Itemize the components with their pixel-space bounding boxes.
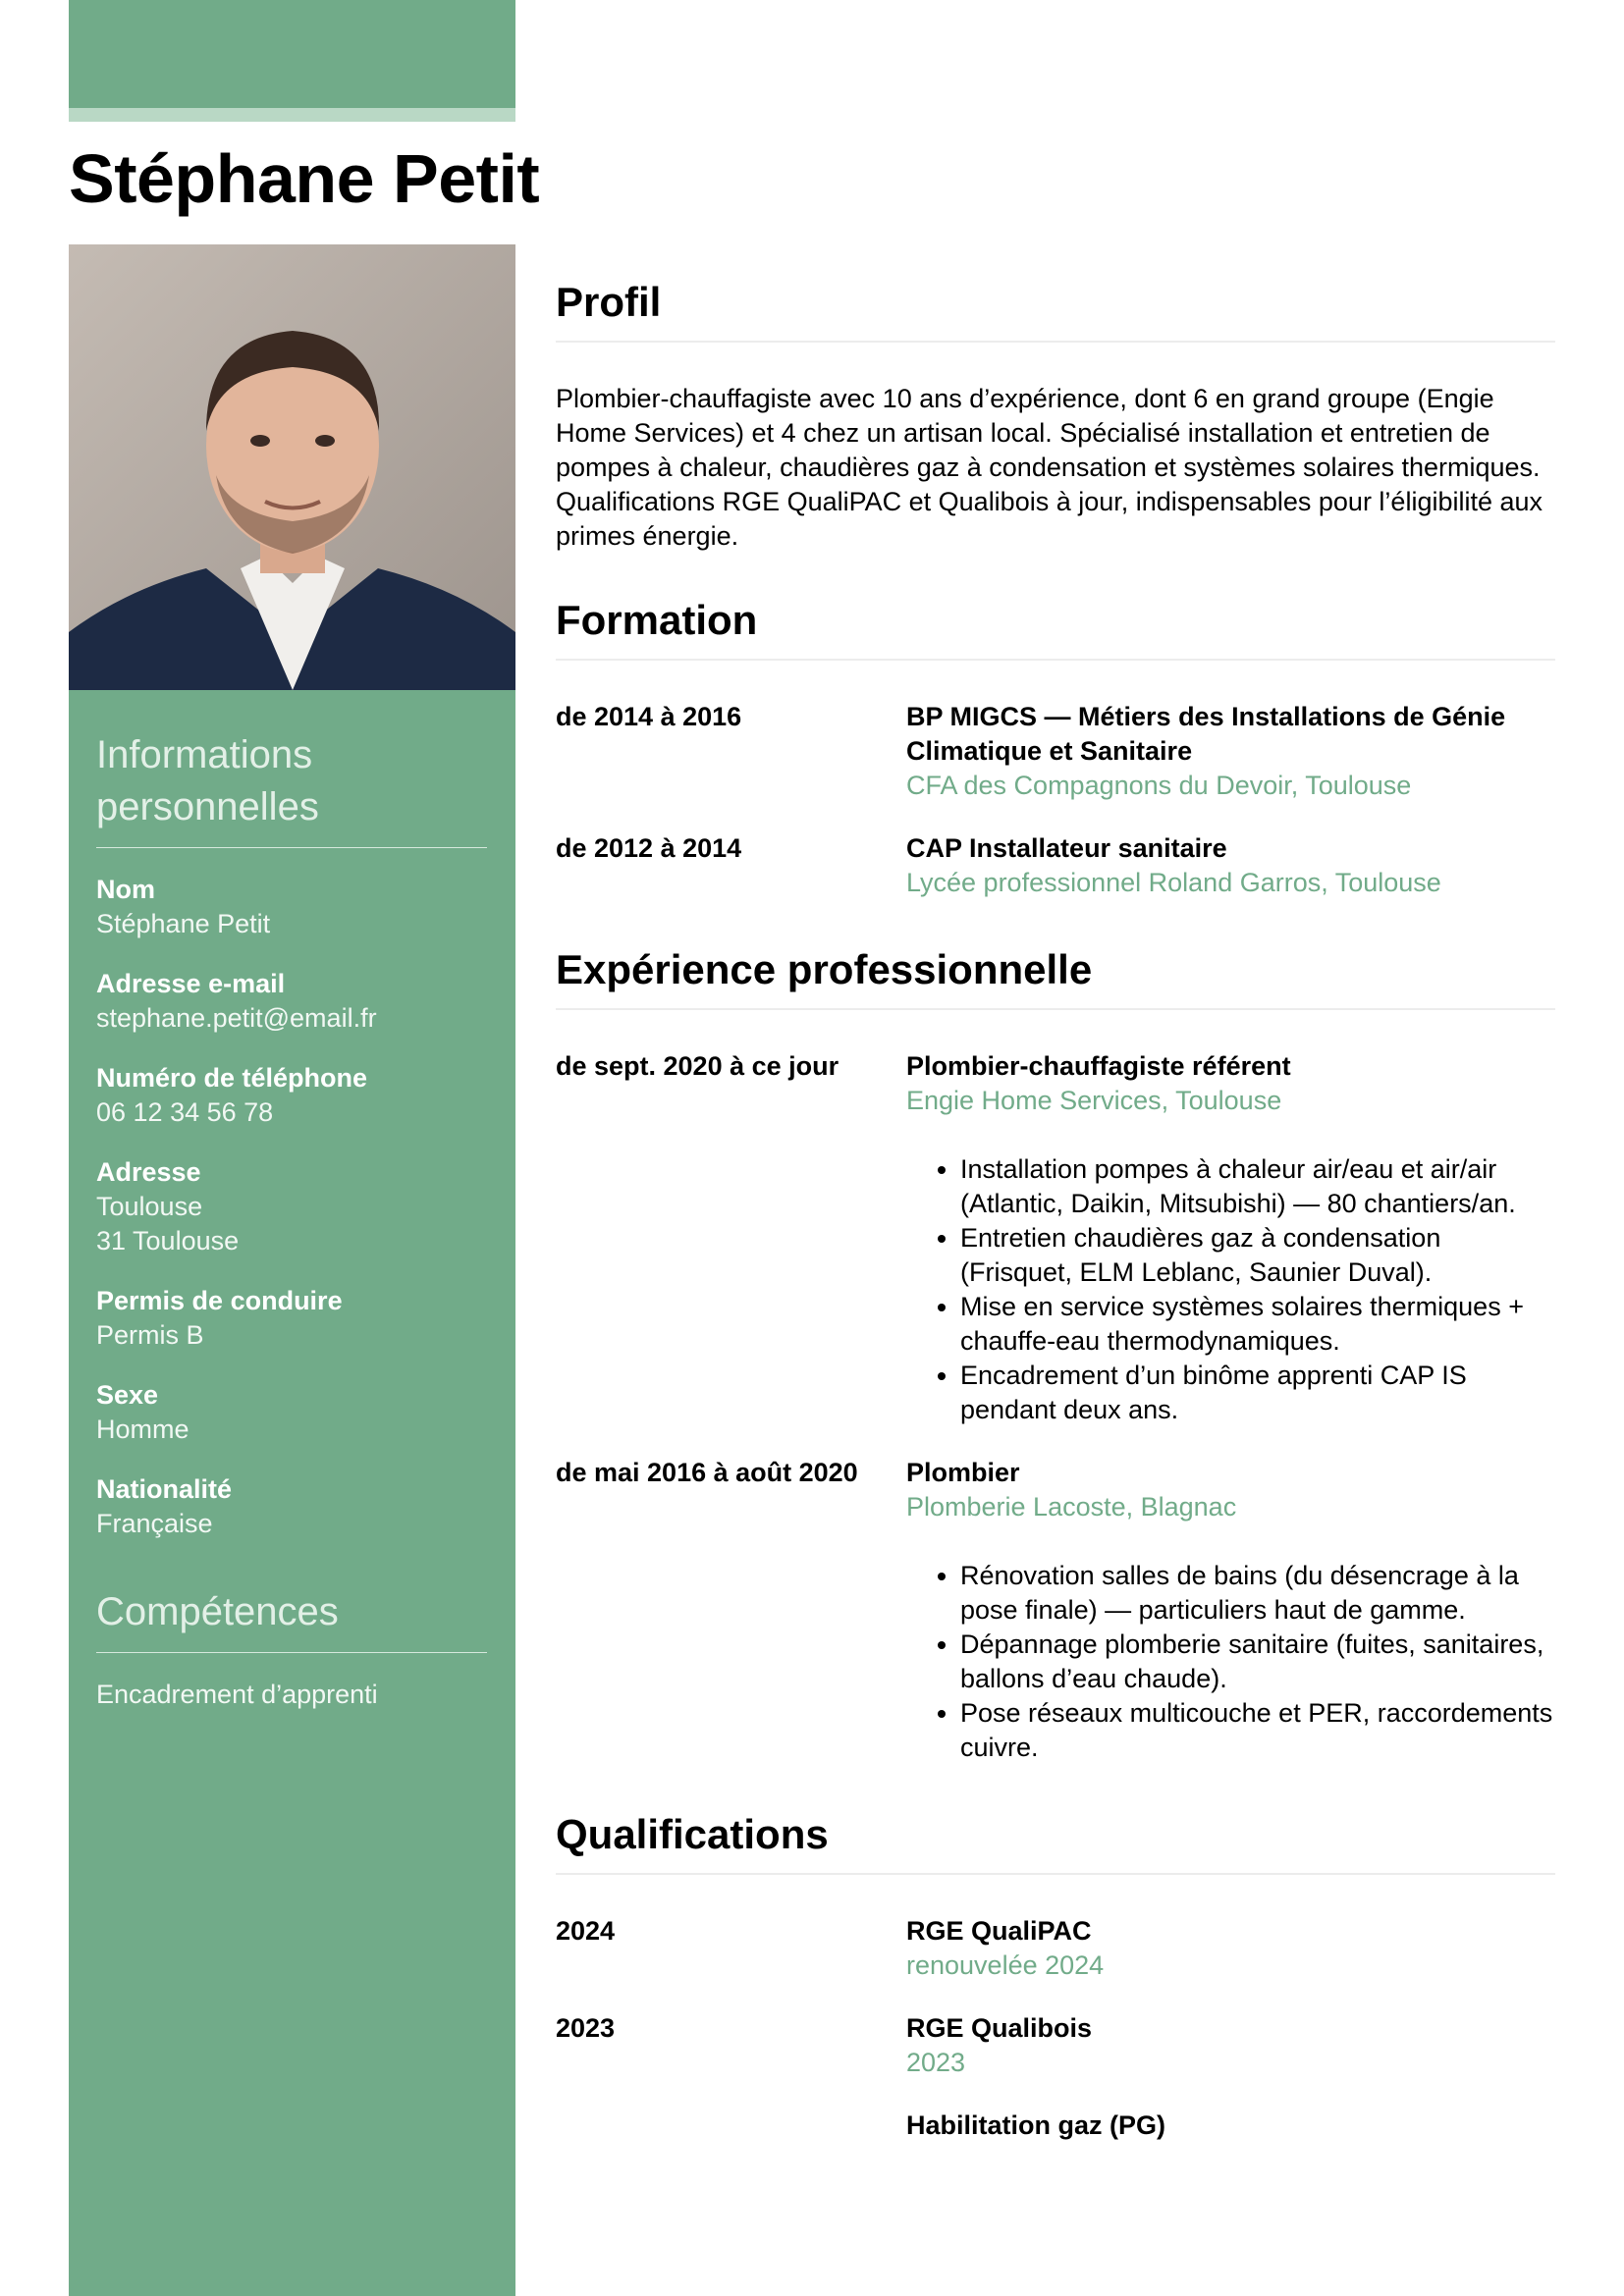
info-item-sex <box>96 1378 487 1447</box>
task-item: • Rénovation salles de bains (du désencrage à la pose finale) — particuliers haut de gamme. <box>960 1559 1555 1628</box>
task-item: • Mise en service systèmes solaires thermiques + chauffe-eau thermodynamiques. <box>960 1290 1555 1359</box>
task-item: • Dépannage plomberie sanitaire (fuites, sanitaires, ballons d’eau chaude). <box>960 1628 1555 1696</box>
divider <box>556 1008 1555 1010</box>
qualifications-heading: Qualifications <box>556 1811 829 1857</box>
entry-body <box>906 1456 1555 1765</box>
info-value: Française <box>96 1509 213 1538</box>
entry-title: Habilitation gaz (PG) <box>906 2110 1166 2140</box>
education-entry <box>556 700 1555 803</box>
sidebar <box>69 690 515 2296</box>
task-item: • Entretien chaudières gaz à condensation (Frisquet, ELM Leblanc, Saunier Duval). <box>960 1221 1555 1290</box>
entry-title: CAP Installateur sanitaire <box>906 833 1227 863</box>
entry-body <box>906 2109 1555 2143</box>
entry-employer: Plomberie Lacoste, Blagnac <box>906 1492 1237 1522</box>
main-content <box>556 277 1555 2171</box>
info-label: Permis de conduire <box>96 1286 343 1315</box>
entry-institution: CFA des Compagnons du Devoir, Toulouse <box>906 771 1412 800</box>
entry-date: 2023 <box>556 2013 616 2043</box>
entry-body <box>906 2011 1555 2080</box>
profile-heading: Profil <box>556 279 662 325</box>
sidebar-header-block <box>69 0 515 108</box>
entry-detail: renouvelée 2024 <box>906 1950 1105 1980</box>
entry-date: de sept. 2020 à ce jour <box>556 1051 839 1081</box>
entry-institution: Lycée professionnel Roland Garros, Toulouse <box>906 868 1441 897</box>
qualification-entry <box>556 2109 1555 2143</box>
entry-employer: Engie Home Services, Toulouse <box>906 1086 1282 1115</box>
task-list <box>906 1559 1555 1765</box>
email-value: stephane.petit@email.fr <box>96 1003 377 1033</box>
entry-body <box>906 700 1555 803</box>
education-entry <box>556 831 1555 900</box>
info-value: Permis B <box>96 1320 204 1350</box>
divider <box>556 341 1555 343</box>
education-heading: Formation <box>556 597 758 643</box>
info-label: Adresse e-mail <box>96 969 286 998</box>
sidebar-header-stripe <box>69 108 515 122</box>
sidebar-content <box>96 729 487 1712</box>
info-item-license <box>96 1284 487 1353</box>
address-line-2: 31 Toulouse <box>96 1226 240 1255</box>
info-item-address <box>96 1155 487 1258</box>
divider <box>556 1873 1555 1875</box>
entry-body <box>906 1914 1555 1983</box>
divider <box>556 659 1555 661</box>
entry-title: RGE QualiPAC <box>906 1916 1092 1946</box>
info-label: Sexe <box>96 1380 159 1410</box>
entry-detail: 2023 <box>906 2048 966 2077</box>
skills-heading: Compétences <box>96 1590 339 1633</box>
address-line-1: Toulouse <box>96 1192 203 1221</box>
entry-date: de 2012 à 2014 <box>556 833 742 863</box>
info-item-phone <box>96 1061 487 1130</box>
info-label: Nationalité <box>96 1474 233 1504</box>
entry-date: de 2014 à 2016 <box>556 702 742 731</box>
divider <box>96 847 487 848</box>
skill-item: Encadrement d’apprenti <box>96 1680 378 1709</box>
info-label: Numéro de téléphone <box>96 1063 368 1093</box>
entry-date: de mai 2016 à août 2020 <box>556 1458 858 1487</box>
entry-title: Plombier-chauffagiste référent <box>906 1051 1291 1081</box>
info-item-name <box>96 873 487 941</box>
entry-date: 2024 <box>556 1916 616 1946</box>
qualification-entry <box>556 2011 1555 2080</box>
divider <box>96 1652 487 1653</box>
profile-photo <box>69 244 515 690</box>
candidate-name: Stéphane Petit <box>69 140 540 217</box>
entry-title: RGE Qualibois <box>906 2013 1093 2043</box>
profile-text: Plombier-chauffagiste avec 10 ans d’expérience, dont 6 en grand groupe (Engie Home Services) et 4 chez un artisan local. Spécialisé installation et entretien de pompes à chaleur, chaudières gaz à condensation et systèmes solaires thermiques. Qualifications RGE QualiPAC et Qualibois à jour, indispensables pour l’éligibilité aux primes énergie. <box>556 384 1543 551</box>
task-item: • Encadrement d’un binôme apprenti CAP IS pendant deux ans. <box>960 1359 1555 1427</box>
info-value: Homme <box>96 1415 189 1444</box>
entry-date <box>556 2109 906 2143</box>
info-label: Nom <box>96 875 155 904</box>
info-item-email <box>96 967 487 1036</box>
task-item: • Pose réseaux multicouche et PER, raccordements cuivre. <box>960 1696 1555 1765</box>
task-item: • Installation pompes à chaleur air/eau et air/air (Atlantic, Daikin, Mitsubishi) — 80 chantiers/an. <box>960 1152 1555 1221</box>
phone-value: 06 12 34 56 78 <box>96 1097 274 1127</box>
entry-title: Plombier <box>906 1458 1020 1487</box>
task-list <box>906 1152 1555 1427</box>
experience-entry <box>556 1456 1555 1765</box>
entry-title: BP MIGCS — Métiers des Installations de Génie Climatique et Sanitaire <box>906 702 1506 766</box>
entry-body <box>906 831 1555 900</box>
personal-info-heading: Informations personnelles <box>96 733 319 828</box>
qualification-entry <box>556 1914 1555 1983</box>
info-label: Adresse <box>96 1157 201 1187</box>
info-value: Stéphane Petit <box>96 909 271 938</box>
experience-entry <box>556 1049 1555 1427</box>
experience-heading: Expérience professionnelle <box>556 946 1093 992</box>
entry-body <box>906 1049 1555 1427</box>
info-item-nationality <box>96 1472 487 1541</box>
